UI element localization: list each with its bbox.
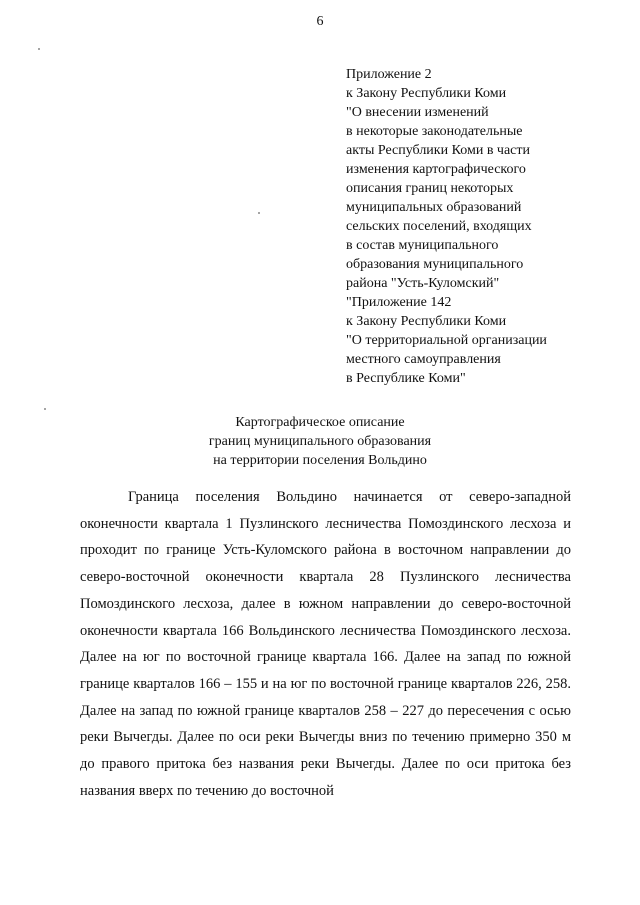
title-line: Картографическое описание: [235, 415, 405, 430]
appendix-line: муниципальных образований: [346, 200, 522, 215]
appendix-line: образования муниципального: [346, 257, 524, 272]
appendix-line: "Приложение 142: [346, 295, 452, 310]
appendix-line: сельских поселений, входящих: [346, 219, 532, 234]
appendix-line: описания границ некоторых: [346, 181, 514, 196]
appendix-header-2: [346, 293, 626, 388]
page-number: 6: [316, 14, 324, 29]
scan-speck: [44, 408, 46, 410]
title-line: на территории поселения Вольдино: [213, 453, 427, 468]
appendix-header-1: [346, 65, 626, 293]
appendix-line: к Закону Республики Коми: [346, 314, 507, 329]
appendix-line: к Закону Республики Коми: [346, 86, 507, 101]
appendix-line: в некоторые законодательные: [346, 124, 523, 139]
appendix-line: акты Республики Коми в части: [346, 143, 531, 158]
document-title: [0, 413, 640, 470]
appendix-line: в Республике Коми": [346, 371, 466, 386]
appendix-line: "О внесении изменений: [346, 105, 489, 120]
appendix-line: в состав муниципального: [346, 238, 499, 253]
appendix-line: местного самоуправления: [346, 352, 501, 367]
title-line: границ муниципального образования: [208, 434, 432, 449]
scan-speck: [38, 48, 40, 50]
appendix-line: "О территориальной организации: [346, 333, 547, 348]
body-paragraph: Граница поселения Вольдино начинается от северо-западной оконечности квартала 1 Пузлинского лесничества Помоздинского лесхоза и проходит по границе Усть-Куломского района в восточном направлении до северо-восточной оконечности квартала 28 Пузлинского лесничества Помоздинского лесхоза, далее в южном направлении до северо-восточной оконечности квартала 166 Вольдинского лесничества Помоздинского лесхоза. Далее на юг по восточной границе квартала 166. Далее на запад по южной границе кварталов 166 – 155 и на юг по восточной границе кварталов 226, 258. Далее на запад по южной границе кварталов 258 – 227 до пересечения с осью реки Вычегды. Далее по оси реки Вычегды вниз по течению примерно 350 м до правого притока без названия реки Вычегды. Далее по оси притока без названия вверх по течению до восточной: [80, 489, 571, 799]
scan-speck: [258, 212, 260, 214]
appendix-line: Приложение 2: [346, 67, 432, 82]
appendix-line: района "Усть-Куломский": [346, 276, 500, 291]
appendix-line: изменения картографического: [346, 162, 526, 177]
